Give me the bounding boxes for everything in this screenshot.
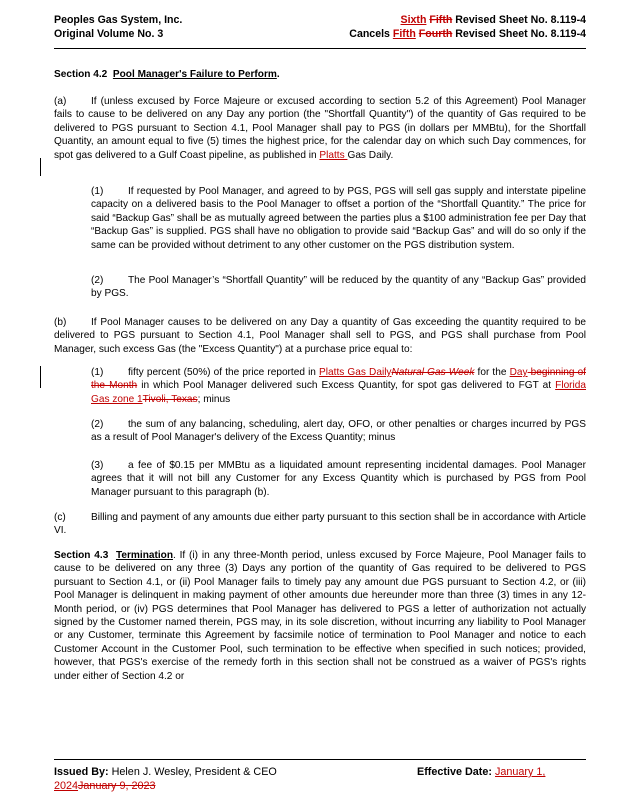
change-bar bbox=[40, 158, 41, 176]
paragraph-label: (1) bbox=[91, 367, 104, 378]
paragraph-text: The Pool Manager’s “Shortfall Quantity” will be reduced by the quantity of any “Backup Gas” provided by PGS. bbox=[91, 275, 586, 300]
company-name: Peoples Gas System, Inc. bbox=[54, 14, 183, 26]
paragraph-a1 bbox=[91, 185, 586, 252]
section-4-2-heading bbox=[54, 68, 586, 81]
paragraph-text: If requested by Pool Manager, and agreed to by PGS, PGS will sell gas supply and interstate pipeline capacity on a delivered basis to the Pool Manager to offset a portion of the “Shortfall Quantity.” The price for said “Backup Gas” shall be as mutually agreed between the parties plus a $100 administration fee per Day that “Backup Gas” is supplied. PGS shall have no obligation to provide said “Backup Gas” and will do so only if the same can be provided without detriment to any other customer on the PGS distribution system. bbox=[91, 186, 586, 251]
effective-date-deleted: January 9, 2023 bbox=[78, 780, 156, 792]
inserted-text: Florida Gas zone 1 bbox=[91, 380, 587, 405]
paragraph-b bbox=[54, 316, 586, 356]
cancels-prefix: Cancels bbox=[349, 27, 393, 40]
paragraph-text: the sum of any balancing, scheduling, alert day, OFO, or other penalties or charges incurred by PGS as a result of Pool Manager's delivery of the Excess Quantity; minus bbox=[91, 419, 586, 444]
inserted-text: Day bbox=[509, 367, 528, 378]
deleted-text: Tivoli, Texas bbox=[142, 393, 198, 405]
inserted-text: Platts Gas Daily bbox=[319, 367, 392, 378]
paragraph-b1 bbox=[91, 366, 586, 406]
footer-line bbox=[54, 765, 586, 779]
paragraph-text: fifty percent (50%) of the price reported in bbox=[128, 367, 320, 378]
paragraph-text: If Pool Manager causes to be delivered on any Day a quantity of Gas exceeding the quantity required to be delivered to PGS pursuant to Section 4.1, Pool Manager shall sell to PGS, and PGS shall purchase from Pool Manager, such excess Gas (the "Excess Quantity") at a purchase price equal to: bbox=[54, 317, 586, 355]
sheet-number bbox=[349, 14, 586, 28]
paragraph-label: (a) bbox=[54, 96, 67, 107]
paragraph-text: a fee of $0.15 per MMBtu as a liquidated amount representing incidental damages. Pool Manager agrees that it will not bill any Customer for any Excess Quantity which is purchased by PGS from Pool Manager pursuant to this paragraph (b). bbox=[91, 460, 586, 498]
section-title: Termination bbox=[115, 550, 173, 561]
header-left bbox=[54, 14, 182, 41]
paragraph-text: ; minus bbox=[197, 393, 231, 405]
header-divider bbox=[54, 48, 586, 49]
paragraph-label: (1) bbox=[91, 186, 104, 197]
header-right bbox=[349, 14, 586, 41]
paragraph-text: Billing and payment of any amounts due either party pursuant to this section shall be in accordance with Article VI. bbox=[54, 512, 586, 537]
section-number: Section 4.2 bbox=[54, 69, 108, 80]
deleted-text: beginning of the Month bbox=[91, 367, 586, 392]
sheet-number-rest: Revised Sheet No. 8.119-4 bbox=[452, 14, 586, 26]
deleted-text: Natural Gas Week bbox=[391, 367, 475, 378]
section-4-3 bbox=[54, 549, 586, 683]
cancels-inserted-text: Fifth bbox=[392, 27, 416, 40]
sheet-deleted-text: Fifth bbox=[429, 14, 453, 26]
effective-date-inserted: January 1, bbox=[495, 766, 546, 778]
cancels-deleted-text: Fourth bbox=[418, 27, 453, 40]
paragraph-text: Gas Daily. bbox=[347, 149, 394, 161]
page-footer bbox=[54, 765, 586, 793]
paragraph-b3 bbox=[91, 459, 586, 499]
paragraph-label: (c) bbox=[54, 512, 66, 523]
sheet-inserted-text: Sixth bbox=[400, 14, 427, 26]
heading-period: . bbox=[276, 69, 280, 80]
paragraph-text: for the bbox=[474, 367, 510, 378]
effective-date-inserted-year: 2024 bbox=[54, 780, 79, 792]
issued-by-value: Helen J. Wesley, President & CEO bbox=[108, 766, 277, 778]
footer-divider bbox=[54, 759, 586, 760]
section-title: Pool Manager's Failure to Perform bbox=[112, 69, 277, 80]
paragraph-text: If (unless excused by Force Majeure or excused according to section 5.2 of this Agreement) Pool Manager fails to cause to be delivered on any Day any portion (the "Shortfall Quantity") of the quantity of Gas required to be delivered to PGS pursuant to Section 4.1, Pool Manager shall pay to PGS (in dollars per MMBtu), for the Shortfall Quantity, an amount equal to five (5) times the highest price, for the calendar day on which such Day commences, for spot gas delivered to a Gulf Coast pipeline, as published in bbox=[54, 96, 586, 161]
section-number: Section 4.3 bbox=[54, 550, 109, 561]
paragraph-label: (2) bbox=[91, 419, 104, 430]
change-bar bbox=[40, 366, 41, 388]
issued-by bbox=[54, 765, 277, 779]
volume-number: Original Volume No. 3 bbox=[54, 27, 164, 40]
paragraph-label: (3) bbox=[91, 460, 104, 471]
effective-date-label: Effective Date: bbox=[417, 766, 496, 778]
paragraph-b2 bbox=[91, 418, 586, 445]
cancels-rest: Revised Sheet No. 8.119-4 bbox=[452, 27, 586, 40]
paragraph-c bbox=[54, 511, 586, 538]
paragraph-a bbox=[54, 95, 586, 162]
footer-line-2 bbox=[54, 779, 586, 793]
effective-date bbox=[417, 765, 545, 779]
issued-by-label: Issued By: bbox=[54, 766, 109, 778]
paragraph-text: in which Pool Manager delivered such Excess Quantity, for spot gas delivered to FGT at bbox=[137, 380, 556, 392]
paragraph-a2 bbox=[91, 274, 586, 301]
paragraph-label: (2) bbox=[91, 275, 104, 286]
paragraph-text: . If (i) in any three-Month period, unless excused by Force Majeure, Pool Manager fails to cause to be delivered on any three (3) Days any portion of the quantity of Gas required to be delivered to PGS pursuant to Section 4.1, or (ii) Pool Manager fails to timely pay any amount due PGS pursuant to Section 4.2, or (iii) Pool Manager is delinquent in making payment of other amounts due hereunder more than three (3) times in any 12-Month period, or (iv) PGS determines that Pool Manager has delivered to PGS a letter of authorization not actually signed by the Customer named therein, PGS may, in its sole discretion, without incurring any liability to Pool Manager or any Customer, terminate this Agreement by facsimile notice of termination to Pool Manager and notice to each Customer Account in the Customer Pool, such termination to be effective when specified in such notices; provided, however, that PGS's exercise of the remedy forth in this section shall not be construed as a waiver of PGS's rights under either of Section 4.2 or bbox=[54, 550, 587, 682]
inserted-text: Platts bbox=[319, 149, 348, 161]
cancels-sheet bbox=[349, 28, 586, 42]
paragraph-label: (b) bbox=[54, 317, 67, 328]
